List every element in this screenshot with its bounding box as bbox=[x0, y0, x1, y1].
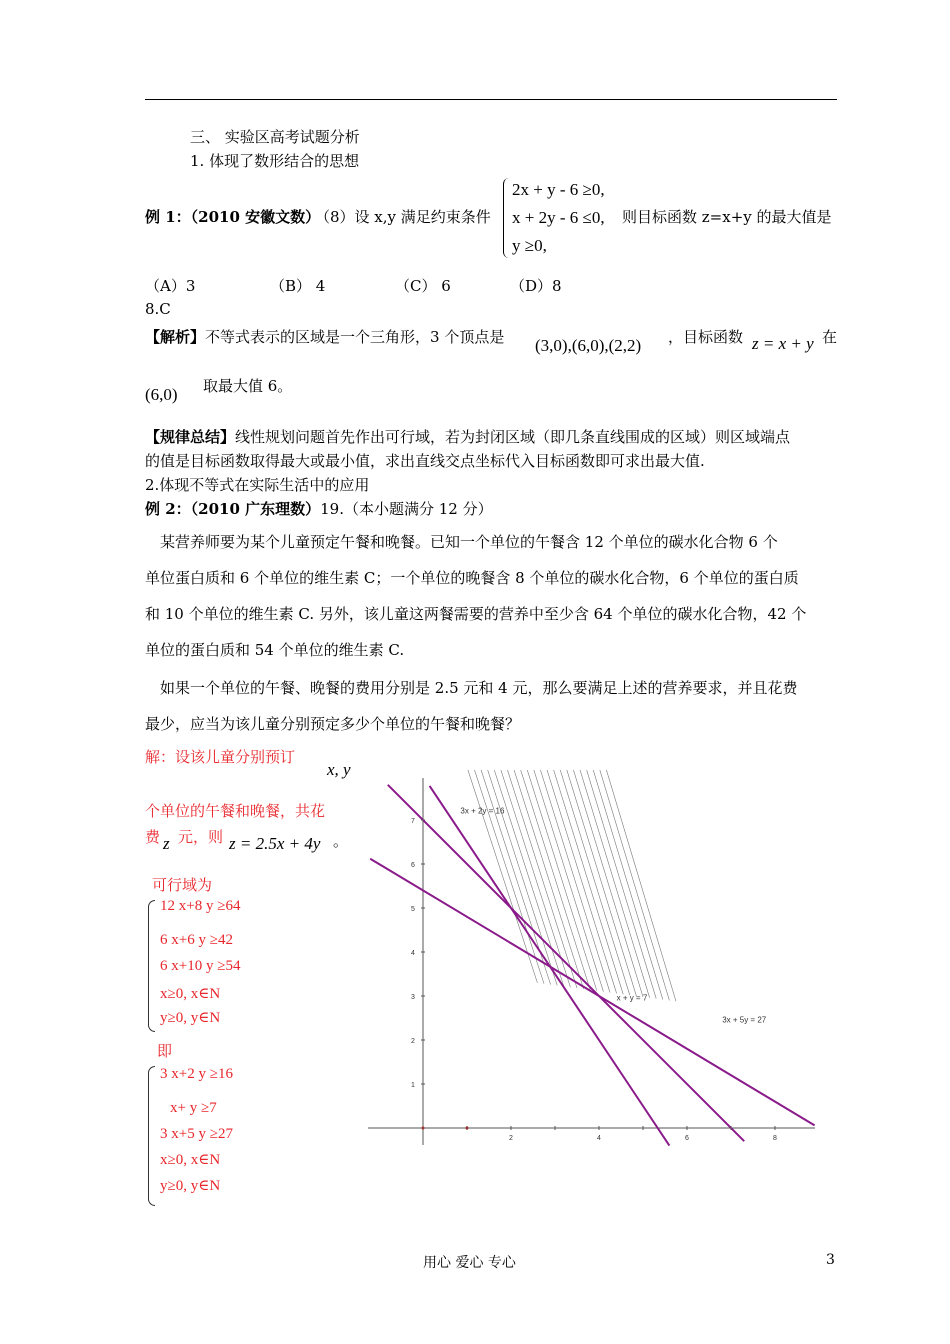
feasible-2: 6 x+6 y ≥42 bbox=[160, 932, 233, 948]
hatch-line bbox=[520, 770, 590, 990]
simplified-1: 3 x+2 y ≥16 bbox=[160, 1066, 233, 1082]
hatch-line bbox=[586, 770, 656, 999]
point-x1 bbox=[466, 1127, 469, 1130]
hatch-line bbox=[513, 770, 583, 989]
x-tick-label: 4 bbox=[597, 1135, 601, 1142]
solution-equation: z = 2.5x + 4y bbox=[229, 834, 321, 853]
answer: 8.C bbox=[145, 300, 171, 318]
x-tick-label: 6 bbox=[685, 1135, 689, 1142]
y-tick-label: 7 bbox=[411, 818, 415, 825]
option-a: （A）3 bbox=[145, 277, 196, 295]
hatch-line bbox=[546, 770, 616, 993]
hatch-line bbox=[579, 770, 649, 998]
max-text: 取最大值 6。 bbox=[203, 377, 293, 395]
feasible-label: 可行域为 bbox=[152, 876, 213, 894]
x-tick-label: 8 bbox=[773, 1135, 777, 1142]
line-label-xy7: x + y = 7 bbox=[616, 993, 648, 1003]
example-2-text: 19.（本小题满分 12 分） bbox=[320, 500, 493, 518]
objective-function: z = x + y bbox=[752, 334, 814, 353]
max-point: (6,0) bbox=[145, 385, 178, 404]
simplified-3: 3 x+5 y ≥27 bbox=[160, 1126, 233, 1142]
x-tick-label: 2 bbox=[509, 1135, 513, 1142]
analysis-mid: ，目标函数 bbox=[668, 328, 744, 346]
solution-eq-end: 。 bbox=[333, 832, 349, 850]
example-1-text: （8）设 x,y 满足约束条件 bbox=[315, 208, 491, 226]
summary-line-2: 的值是目标函数取得最大或最小值，求出直线交点坐标代入目标函数即可求出最大值. bbox=[145, 452, 705, 470]
example-2-header bbox=[145, 498, 493, 519]
analysis-label: 【解析】 bbox=[145, 328, 206, 346]
hatch-line bbox=[573, 770, 643, 997]
example-1-question: 则目标函数 z=x+y 的最大值是 bbox=[622, 208, 832, 226]
y-tick-label: 5 bbox=[411, 906, 415, 913]
constraint-1: 2x + y - 6 ≥0, bbox=[512, 180, 605, 199]
constraint-brace bbox=[503, 178, 511, 258]
option-d: （D）8 bbox=[510, 277, 562, 295]
simplified-4: x≥0, x∈N bbox=[160, 1152, 221, 1168]
simplified-bracket bbox=[148, 1066, 155, 1206]
feasible-1: 12 x+8 y ≥64 bbox=[160, 898, 241, 914]
simplified-2: x+ y ≥7 bbox=[170, 1100, 217, 1116]
ie-label: 即 bbox=[157, 1042, 173, 1060]
section-heading: 三、 实验区高考试题分析 bbox=[190, 128, 360, 146]
summary-label: 【规律总结】 bbox=[145, 428, 236, 446]
solution-line-2: 个单位的午餐和晚餐，共花 bbox=[145, 802, 326, 820]
page-number: 3 bbox=[826, 1252, 835, 1268]
solution-vars: x, y bbox=[327, 760, 351, 779]
vertices: (3,0),(6,0),(2,2) bbox=[535, 336, 642, 355]
line-label-3x2y16: 3x + 2y = 16 bbox=[460, 806, 505, 816]
option-c: （C） 6 bbox=[395, 277, 451, 295]
feasible-region-hatching bbox=[467, 770, 676, 1001]
hatch-line bbox=[540, 770, 610, 992]
constraint-2: x + 2y - 6 ≤0, bbox=[512, 208, 605, 227]
hatch-line bbox=[606, 770, 676, 1001]
hatch-line bbox=[566, 770, 636, 996]
hatch-line bbox=[487, 770, 557, 985]
feasible-3: 6 x+10 y ≥54 bbox=[160, 958, 241, 974]
solution-z: z bbox=[163, 834, 170, 853]
hatch-line bbox=[599, 770, 669, 1003]
solution-line-1: 解：设该儿童分别预订 bbox=[145, 748, 296, 766]
feasible-5: y≥0, y∈N bbox=[160, 1010, 221, 1026]
problem-paragraph-1: 某营养师要为某个儿童预定午餐和晚餐。已知一个单位的午餐含 12 个单位的碳水化合物 6 个 单位蛋白质和 6 个单位的维生素 C；一个单位的晚餐含 8 个单位的碳水化合物，6 个单位的蛋白质 和 10 个单位的维生素 C. 另外，该儿童这两餐需要的营养中至少含 64 个单位的碳水化合物，42 个 单位的蛋白质和 54 个单位的维生素 C. bbox=[145, 533, 807, 659]
line-3x5y27 bbox=[370, 859, 814, 1126]
feasible-bracket bbox=[148, 900, 155, 1032]
origin-point bbox=[422, 1127, 425, 1130]
y-tick-label: 1 bbox=[411, 1082, 415, 1089]
problem-paragraph-2: 如果一个单位的午餐、晚餐的费用分别是 2.5 元和 4 元，那么要满足上述的营养要求，并且花费 最少，应当为该儿童分别预定多少个单位的午餐和晚餐？ bbox=[145, 679, 798, 733]
solution-line-3b: 元，则 bbox=[178, 828, 224, 846]
analysis-text: 不等式表示的区域是一个三角形，3 个顶点是 bbox=[205, 328, 505, 346]
analysis-end: 在 bbox=[822, 328, 838, 346]
analysis bbox=[145, 326, 504, 347]
hatch-line bbox=[592, 770, 662, 1003]
y-tick-label: 2 bbox=[411, 1038, 415, 1045]
header-rule bbox=[145, 99, 837, 100]
graph-ticks bbox=[411, 818, 777, 1142]
solution-line-3a: 费 bbox=[145, 828, 161, 846]
summary-line-1: 【规律总结】线性规划问题首先作出可行域，若为封闭区域（即几条直线围成的区域）则区域端点 bbox=[145, 428, 791, 446]
example-1-label: 例 1：（2010 安徽文数） bbox=[145, 208, 321, 226]
constraint-lines bbox=[370, 785, 814, 1146]
footer: 用心 爱心 专心 bbox=[423, 1255, 516, 1271]
subsection-1: 1. 体现了数形结合的思想 bbox=[190, 152, 360, 170]
subsection-2: 2.体现不等式在实际生活中的应用 bbox=[145, 476, 370, 494]
line-label-3x5y27: 3x + 5y = 27 bbox=[722, 1015, 767, 1025]
feasible-region-graph bbox=[360, 770, 820, 1150]
option-b: （B） 4 bbox=[270, 277, 326, 295]
hatch-line bbox=[559, 770, 629, 995]
line-xy7 bbox=[388, 785, 744, 1141]
hatch-line bbox=[474, 770, 544, 984]
hatch-line bbox=[500, 770, 570, 987]
simplified-5: y≥0, y∈N bbox=[160, 1178, 221, 1194]
hatch-line bbox=[467, 770, 537, 983]
y-tick-label: 6 bbox=[411, 862, 415, 869]
example-2-label: 例 2：（2010 广东理数） bbox=[145, 500, 321, 518]
y-tick-label: 4 bbox=[411, 950, 415, 957]
y-tick-label: 3 bbox=[411, 994, 415, 1001]
feasible-4: x≥0, x∈N bbox=[160, 986, 221, 1002]
constraint-3: y ≥0, bbox=[512, 236, 547, 255]
